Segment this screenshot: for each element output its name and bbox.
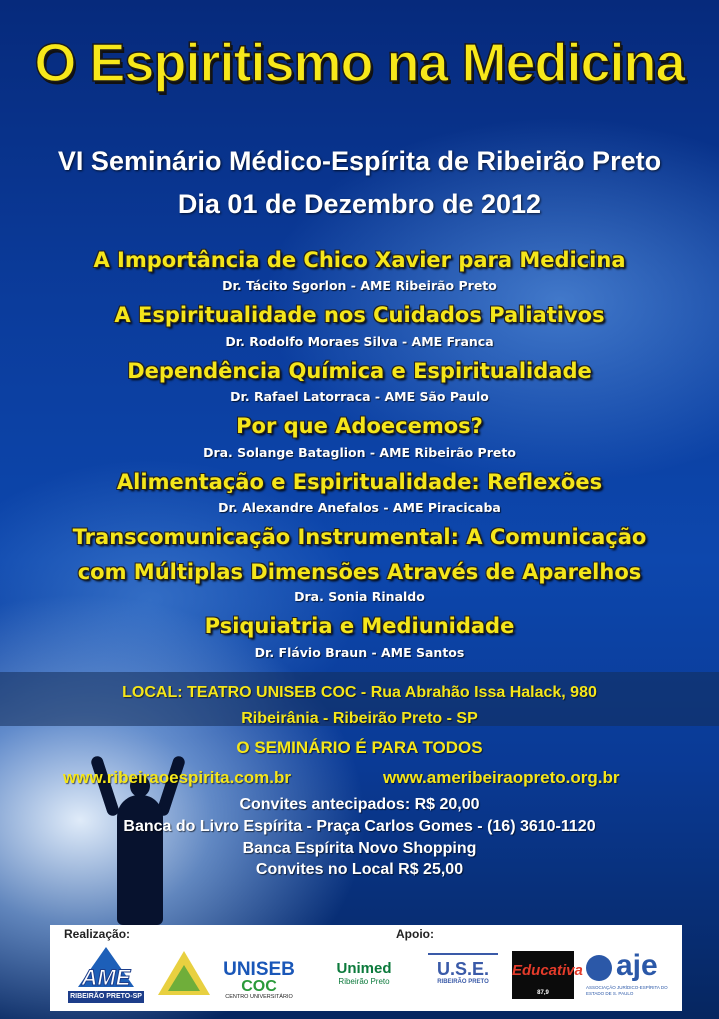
- poster-title: O Espiritismo na Medicina: [34, 33, 685, 93]
- talk-title: A Espiritualidade nos Cuidados Paliativos: [114, 303, 605, 327]
- aje-logo-text: aje: [616, 949, 658, 982]
- talk-title: Alimentação e Espiritualidade: Reflexões: [116, 470, 603, 494]
- aje-emblem-icon: [586, 955, 612, 981]
- seminar-date: Dia 01 de Dezembro de 2012: [177, 189, 542, 219]
- talk-title: Dependência Química e Espiritualidade: [127, 359, 592, 383]
- radio-educativa-logo: [512, 951, 583, 999]
- talk-speaker: Dr. Flávio Braun - AME Santos: [254, 645, 465, 660]
- ame-logo: [66, 947, 146, 1003]
- silhouette-torso: [117, 795, 163, 925]
- uniseb-logo-text: UNISEB: [223, 959, 295, 980]
- ticket-venue-1: Banca do Livro Espírita - Praça Carlos Gomes - (16) 3610-1120: [123, 818, 596, 835]
- radio-logo-text: Educativa: [512, 962, 583, 979]
- talk-speaker: Dr. Alexandre Anefalos - AME Piracicaba: [218, 500, 501, 515]
- venue-address: LOCAL: TEATRO UNISEB COC - Rua Abrahão Issa Halack, 980: [122, 684, 597, 701]
- unimed-logo-subtext: Ribeirão Preto: [338, 977, 390, 986]
- advance-ticket-price: Convites antecipados: R$ 20,00: [239, 796, 480, 813]
- unimed-logo: [318, 961, 410, 997]
- uniseb-coc-logo: [218, 961, 300, 1005]
- talk-speaker: Dra. Solange Bataglion - AME Ribeirão Preto: [203, 445, 516, 460]
- use-logo: [428, 953, 498, 1003]
- talk-title: A Importância de Chico Xavier para Medicina: [93, 248, 626, 272]
- talk-speaker: Dr. Tácito Sgorlon - AME Ribeirão Preto: [222, 278, 497, 293]
- coc-logo-text: COC: [241, 978, 277, 995]
- sponsor-bar: [50, 925, 682, 1011]
- venue-city: Ribeirânia - Ribeirão Preto - SP: [241, 710, 478, 727]
- unimed-logo-text: Unimed: [336, 960, 392, 977]
- seminar-subtitle: VI Seminário Médico-Espírita de Ribeirão Preto: [57, 146, 662, 176]
- use-logo-text: U.S.E.: [428, 953, 498, 979]
- talk-speaker: Dra. Sonia Rinaldo: [294, 589, 425, 604]
- triangle-emblem-inner-icon: [168, 965, 200, 991]
- ticket-venue-2: Banca Espírita Novo Shopping: [242, 840, 477, 857]
- talk-title: Por que Adoecemos?: [236, 414, 483, 438]
- aje-logo-subtext: ASSOCIAÇÃO JURÍDICO-ESPÍRITA DO ESTADO DE S. PAULO: [586, 985, 668, 996]
- realizacao-label: Realização:: [64, 927, 131, 941]
- radio-frequency-text: 87,9: [537, 990, 549, 996]
- talk-title-line-2: com Múltiplas Dimensões Através de Aparelhos: [77, 560, 642, 584]
- talk-title: Psiquiatria e Mediunidade: [204, 614, 515, 638]
- talk-title-line-1: Transcomunicação Instrumental: A Comunicação: [72, 525, 647, 549]
- ame-logo-subtext: RIBEIRÃO PRETO-SP: [68, 991, 144, 1003]
- website-ribeiraoespirita-link[interactable]: www.ribeiraoespirita.com.br: [63, 768, 291, 787]
- talk-speaker: Dr. Rodolfo Moraes Silva - AME Franca: [225, 334, 494, 349]
- use-logo-subtext: RIBEIRÃO PRETO: [437, 979, 489, 985]
- open-to-all-notice: O SEMINÁRIO É PARA TODOS: [236, 738, 483, 757]
- uniseb-logo-subtext: CENTRO UNIVERSITÁRIO: [225, 994, 293, 1000]
- talk-speaker: Dr. Rafael Latorraca - AME São Paulo: [230, 389, 489, 404]
- website-ameribeiraopreto-link[interactable]: www.ameribeiraopreto.org.br: [383, 768, 620, 787]
- ame-logo-text: AME: [81, 965, 131, 990]
- aje-logo: [586, 949, 676, 999]
- apoio-label: Apoio:: [396, 927, 434, 941]
- door-ticket-price: Convites no Local R$ 25,00: [255, 861, 464, 878]
